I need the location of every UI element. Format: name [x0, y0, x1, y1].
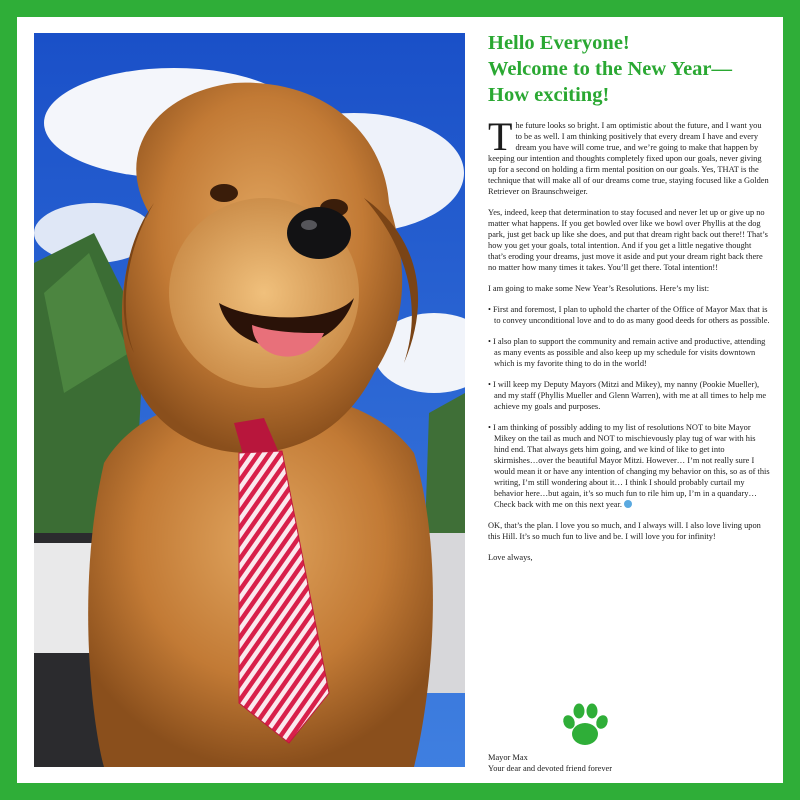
- paw-print-icon: [560, 700, 610, 750]
- resolution-item: • I also plan to support the community and remain active and productive, attending as many events as possible and also keep up my schedule for visits downtown which is my favorite thing to do in the world!: [488, 337, 766, 368]
- signature-block: [488, 752, 612, 774]
- letter-heading: [488, 30, 770, 108]
- resolution-item: • First and foremost, I plan to uphold the charter of the Office of Mayor Max that is to convey unconditional love and to do as many good deeds for others as possible.: [488, 305, 770, 325]
- letter-column: [488, 30, 770, 773]
- intro-text: he future looks so bright. I am optimistic about the future, and I want you to be as well. I am thinking positively that every dream I have and every dream you have will come true, and we’re going to make that happen by keeping our intention and thoughts completely fixed upon our goals, never giving up for a second on holding a firm mental position on our goals. Yes, THAT is the technique that will make all of our dreams come true, staying focused like a Golden Retriever on Braunschweiger.: [488, 121, 769, 196]
- determination-paragraph: Yes, indeed, keep that determination to stay focused and never let up or give up no matter what happens. If you get bowled over like we bowl over Phyllis at the dog park, just get back up like she does, and put that dream right back out there!! That’s how you get your goals, total intention. And if you get a little negative thought that’s eroding your dreams, just move it aside and put your dream right back there no matter how many times it takes. You’ll get there. Total intention!!: [488, 208, 768, 272]
- smiley-face-icon: [624, 500, 632, 508]
- golden-retriever-photo: [34, 33, 465, 767]
- signature-name: Mayor Max: [488, 753, 528, 762]
- heading-line: Hello Everyone!: [488, 32, 630, 54]
- intro-paragraph: [488, 114, 770, 197]
- page-sheet: [17, 17, 783, 783]
- signature-tagline: Your dear and devoted friend forever: [488, 764, 613, 773]
- resolution-item: • I will keep my Deputy Mayors (Mitzi and Mikey), my nanny (Pookie Mueller), and my staff (Phyllis Mueller and Glenn Warren), with me at all times to help me achieve my goals and purposes.: [488, 380, 767, 411]
- resolution-item: [488, 422, 770, 510]
- resolutions-intro: I am going to make some New Year’s Resolutions. Here’s my list:: [488, 284, 710, 293]
- closing-paragraph: OK, that’s the plan. I love you so much, and I always will. I also love living upon this Hill. It’s so much fun to live and be. I will love you for infinity!: [488, 521, 761, 541]
- letter-body: [488, 114, 770, 563]
- drop-cap: T: [488, 114, 513, 159]
- resolution-text: • I am thinking of possibly adding to my list of resolutions NOT to bite Mayor Mikey on the tail as much and NOT to mischievously play tug of war with his hind end. That always gets him going, and we kind of like to get into skirmishes…over the beautiful Mayor Mitzi. However… I’m not really sure I would mean it or have any intention of changing my behavior on this, so as of this writing, I’m still wondering about it… I think I should probably curtail my behavior here…but again, it’s so much fun to rile him up, I’m in a quandary… Check back with me on this next year.: [488, 423, 770, 509]
- heading-line: Welcome to the New Year—: [488, 58, 733, 80]
- heading-line: How exciting!: [488, 84, 610, 106]
- closing-salutation: Love always,: [488, 553, 533, 562]
